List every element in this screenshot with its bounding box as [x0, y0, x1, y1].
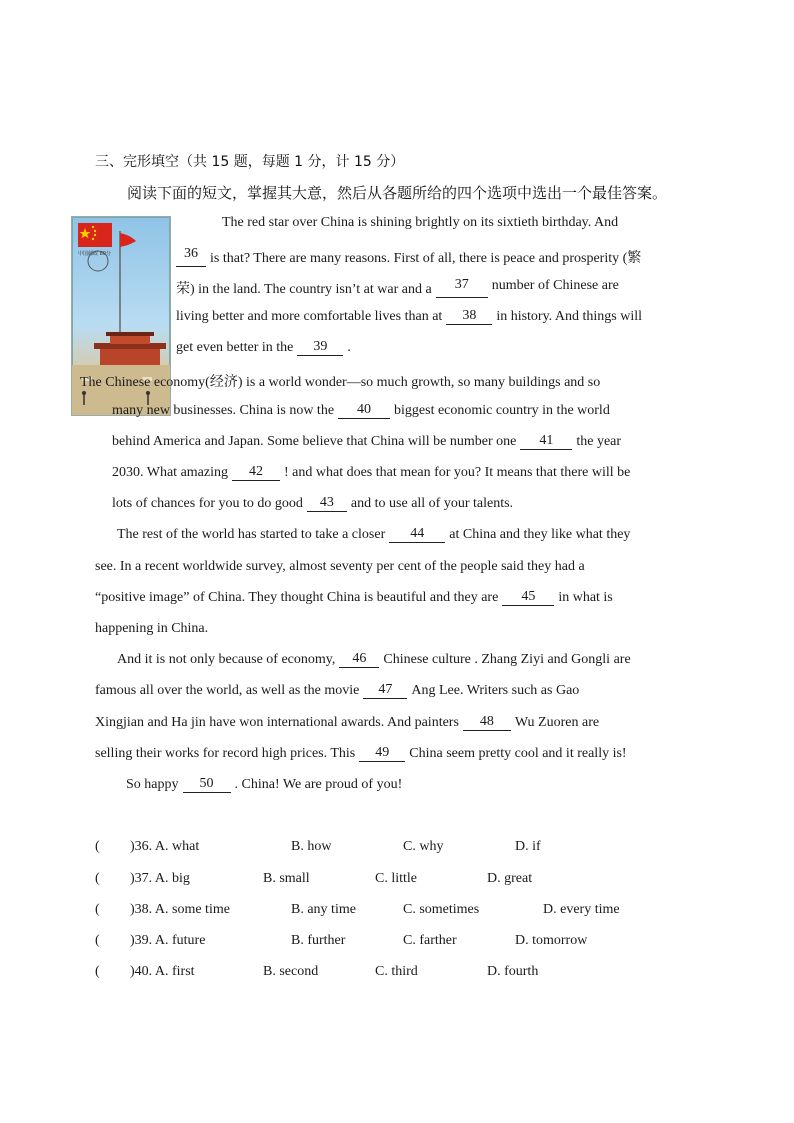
passage-line-16 [95, 683, 579, 699]
passage-text: 荣) in the land. The country isn’t at war and a [176, 282, 432, 297]
passage-text: get even better in the [176, 340, 294, 355]
option-c: C. sometimes [403, 902, 480, 917]
answer-paren[interactable]: ( [95, 871, 100, 886]
option-a: )39. A. future [130, 933, 206, 948]
option-d: D. if [515, 839, 541, 854]
passage-text: in history. And things will [496, 309, 643, 324]
passage-text: see. In a recent worldwide survey, almost seventy per cent of the people said they had a [95, 559, 585, 574]
passage-line-6 [80, 371, 600, 391]
passage-line-2 [176, 247, 641, 267]
blank-46: 46 [339, 652, 379, 668]
blank-42: 42 [232, 465, 280, 481]
passage-text: number of Chinese are [491, 278, 619, 293]
option-c: C. little [375, 871, 417, 886]
blank-44: 44 [389, 527, 445, 543]
option-d: D. tomorrow [515, 933, 588, 948]
passage-line-1 [222, 215, 618, 231]
option-c: C. farther [403, 933, 457, 948]
blank-41: 41 [520, 434, 572, 450]
passage-text: famous all over the world, as well as the movie [95, 683, 360, 698]
passage-line-4 [176, 309, 642, 325]
passage-text: . China! We are proud of you! [234, 777, 403, 792]
passage-text: The Chinese economy(经济) is a world wonder—so much growth, so many buildings and so [80, 375, 601, 390]
passage-text: “positive image” of China. They thought China is beautiful and they are [95, 590, 499, 605]
blank-47: 47 [363, 683, 407, 699]
passage-text: selling their works for record high prices. This [95, 746, 356, 761]
passage-text: biggest economic country in the world [394, 403, 610, 418]
passage-line-9 [112, 465, 630, 481]
passage-line-7 [112, 403, 610, 419]
passage-text: lots of chances for you to do good [112, 496, 303, 511]
option-a: )37. A. big [130, 871, 190, 886]
blank-50: 50 [183, 777, 231, 793]
option-b: B. any time [291, 902, 356, 917]
option-d: D. fourth [487, 964, 539, 979]
section-instruction: 阅读下面的短文，掌握其大意，然后从各题所给的四个选项中选出一个最佳答案。 [127, 184, 668, 202]
blank-40: 40 [338, 403, 390, 419]
section-title: 三、完形填空（共 15 题，每题 1 分，计 15 分） [95, 154, 405, 170]
option-b: B. small [263, 871, 310, 886]
option-a: )40. A. first [130, 964, 195, 979]
svg-text:中国邮政 80分: 中国邮政 80分 [78, 251, 111, 257]
passage-line-17 [95, 715, 599, 731]
passage-text: Wu Zuoren are [514, 715, 600, 730]
passage-text: Xingjian and Ha jin have won international awards. And painters [95, 715, 459, 730]
passage-text: at China and they like what they [449, 527, 631, 542]
passage-text: is that? There are many reasons. First of all, there is peace and prosperity (繁 [210, 251, 642, 266]
passage-text: Chinese culture . Zhang Ziyi and Gongli are [383, 652, 631, 667]
blank-48: 48 [463, 715, 511, 731]
passage-text: living better and more comfortable lives than at [176, 309, 443, 324]
passage-line-10 [112, 496, 513, 512]
option-b: B. further [291, 933, 346, 948]
option-b: B. second [263, 964, 319, 979]
passage-line-18 [95, 746, 627, 762]
passage-text: many new businesses. China is now the [112, 403, 335, 418]
passage-text: happening in China. [95, 621, 209, 636]
option-c: C. third [375, 964, 418, 979]
option-a: )38. A. some time [130, 902, 230, 917]
passage-text: . [347, 340, 351, 355]
passage-line-13 [95, 590, 613, 606]
blank-45: 45 [502, 590, 554, 606]
answer-paren[interactable]: ( [95, 933, 100, 948]
passage-text: and to use all of your talents. [350, 496, 514, 511]
passage-line-8 [112, 434, 621, 450]
answer-paren[interactable]: ( [95, 964, 100, 979]
blank-49: 49 [359, 746, 405, 762]
option-a: )36. A. what [130, 839, 200, 854]
blank-37: 37 [436, 278, 488, 298]
passage-line-14 [95, 621, 208, 637]
blank-43: 43 [307, 496, 347, 512]
passage-line-5 [176, 340, 351, 356]
passage-text: So happy [126, 777, 179, 792]
option-c: C. why [403, 839, 444, 854]
answer-paren[interactable]: ( [95, 839, 100, 854]
blank-39: 39 [297, 340, 343, 356]
passage-text: China seem pretty cool and it really is! [409, 746, 627, 761]
passage-line-11 [117, 527, 630, 543]
passage-text: Ang Lee. Writers such as Gao [411, 683, 580, 698]
passage-text: in what is [558, 590, 613, 605]
option-b: B. how [291, 839, 332, 854]
passage-text: ! and what does that mean for you? It means that there will be [284, 465, 631, 480]
passage-text: And it is not only because of economy, [117, 652, 336, 667]
passage-line-15 [117, 652, 631, 668]
passage-text: The red star over China is shining brightly on its sixtieth birthday. And [222, 215, 619, 230]
passage-text: 2030. What amazing [112, 465, 228, 480]
passage-line-12 [95, 559, 585, 575]
passage-line-19 [126, 777, 402, 793]
passage-line-3 [176, 278, 619, 298]
blank-36: 36 [176, 247, 206, 267]
passage-text: behind America and Japan. Some believe that China will be number one [112, 434, 517, 449]
option-d: D. great [487, 871, 533, 886]
answer-paren[interactable]: ( [95, 902, 100, 917]
passage-text: the year [576, 434, 622, 449]
option-d: D. every time [543, 902, 620, 917]
blank-38: 38 [446, 309, 492, 325]
passage-text: The rest of the world has started to take a closer [117, 527, 386, 542]
